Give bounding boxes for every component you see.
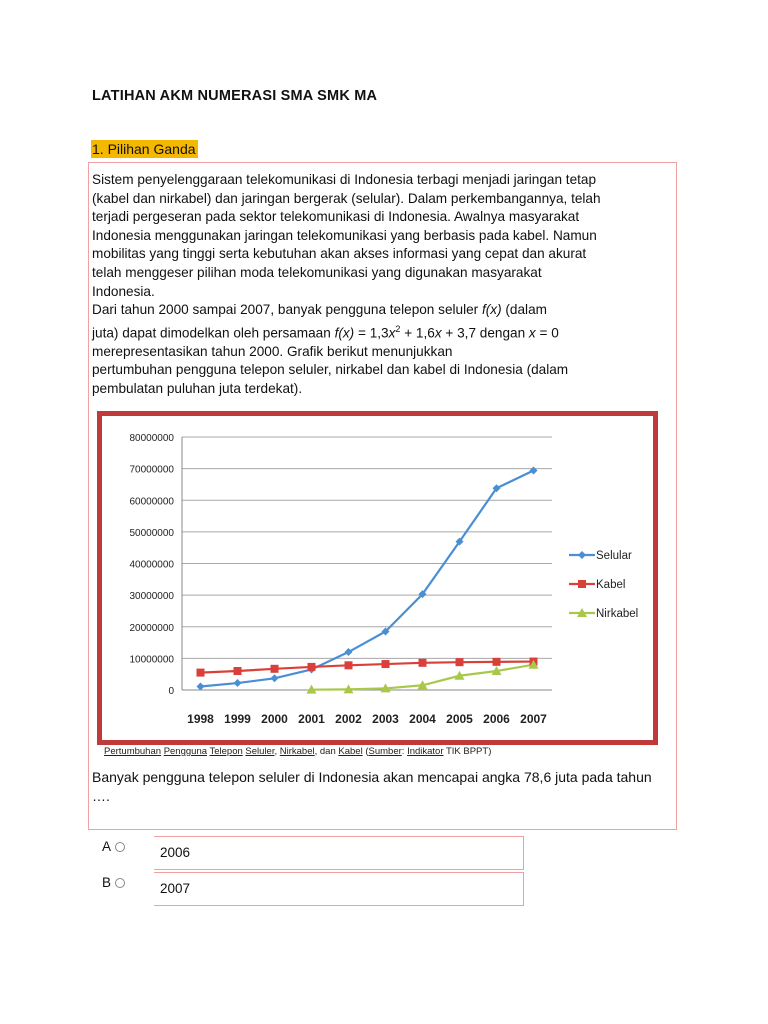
data-point-kabel	[271, 665, 279, 673]
legend-label: Selular	[596, 550, 632, 562]
data-point-kabel	[308, 663, 316, 671]
y-tick-label: 60000000	[129, 496, 174, 508]
x-tick-label: 2002	[335, 712, 362, 726]
option-row-b[interactable]	[88, 872, 524, 908]
x-tick-label: 2003	[372, 712, 399, 726]
series-line-kabel	[201, 662, 534, 673]
series-line-selular	[201, 471, 534, 687]
caption-part: (	[362, 746, 369, 757]
model-line-4: pertumbuhan pengguna telepon seluler, nirkabel dan kabel di Indonesia (dalam	[92, 362, 569, 378]
chart-frame	[97, 411, 658, 745]
option-text: 2007	[160, 881, 191, 896]
caption-part: Seluler	[245, 746, 275, 757]
caption-part: :	[401, 746, 408, 757]
question-text: Banyak pengguna telepon seluler di Indonesia akan mencapai angka 78,6 juta pada tahun ….	[92, 769, 652, 804]
data-point-kabel	[234, 667, 242, 675]
caption-part: Indikator	[407, 746, 444, 757]
passage-line: mobilitas yang tinggi serta kebutuhan akan akses informasi yang cepat dan akurat	[92, 246, 587, 262]
model-line-1: Dari tahun 2000 sampai 2007, banyak pengguna telepon seluler f(x) (dalam	[92, 302, 547, 318]
x-tick-label: 2004	[409, 712, 436, 726]
data-point-kabel	[345, 661, 353, 669]
y-tick-label: 10000000	[129, 654, 174, 666]
passage-line: (kabel dan nirkabel) dan jaringan bergerak (selular). Dalam perkembangannya, telah	[92, 190, 601, 206]
chart-caption	[104, 746, 491, 757]
option-answer-box[interactable]	[154, 836, 524, 870]
radio-button[interactable]	[115, 842, 125, 852]
caption-part: , dan	[314, 746, 339, 757]
passage-line: Indonesia menggunakan jaringan telekomunikasi yang berbasis pada kabel. Namun	[92, 227, 597, 243]
model-line-2: juta) dapat dimodelkan oleh persamaan $f(x) = 1,3x^2 + 1,6x + 3,7$ dengan x = 0	[92, 323, 559, 341]
data-point-selular	[197, 683, 205, 691]
x-tick-label: 1999	[224, 712, 251, 726]
data-point-selular	[234, 679, 242, 687]
y-tick-label: 80000000	[129, 433, 174, 444]
data-point-kabel	[382, 660, 390, 668]
line-chart	[102, 416, 653, 740]
caption-part: Pertumbuhan	[104, 746, 162, 757]
caption-part: TIK BPPT)	[443, 746, 492, 757]
caption-part: Sumber	[368, 746, 402, 757]
legend-label: Kabel	[596, 579, 626, 591]
caption-part: Telepon	[209, 746, 243, 757]
model-line-5: pembulatan puluhan juta terdekat).	[92, 381, 303, 397]
x-tick-label: 2007	[520, 712, 547, 726]
passage-line: telah menggeser pilihan moda telekomunikasi yang digunakan masyarakat	[92, 264, 542, 280]
data-point-selular	[530, 467, 538, 475]
option-letter: B	[102, 875, 112, 890]
y-tick-label: 50000000	[129, 527, 174, 539]
passage	[92, 171, 672, 399]
passage-line: terjadi pergeseran pada sektor telekomunikasi di Indonesia. Awalnya masyarakat	[92, 209, 580, 225]
y-tick-label: 40000000	[129, 559, 174, 571]
data-point-kabel	[197, 669, 205, 677]
data-point-kabel	[578, 580, 586, 588]
document-title: LATIHAN AKM NUMERASI SMA SMK MA	[92, 88, 378, 104]
caption-part: Nirkabel	[279, 746, 315, 757]
passage-line: Sistem penyelenggaraan telekomunikasi di Indonesia terbagi menjadi jaringan tetap	[92, 172, 597, 187]
section-heading: 1. Pilihan Ganda	[92, 141, 196, 157]
passage-paragraph	[92, 171, 672, 301]
caption-part: Pengguna	[163, 746, 208, 757]
y-tick-label: 30000000	[129, 591, 174, 603]
passage-line: Indonesia.	[92, 283, 155, 299]
data-point-kabel	[419, 659, 427, 667]
option-row-a[interactable]	[88, 836, 524, 872]
x-tick-label: 2001	[298, 712, 325, 726]
option-text: 2006	[160, 845, 191, 860]
option-answer-box[interactable]	[154, 872, 524, 906]
x-tick-label: 1998	[187, 712, 214, 726]
legend-label: Nirkabel	[596, 608, 639, 620]
y-tick-label: 0	[168, 686, 174, 697]
y-tick-label: 70000000	[129, 464, 174, 476]
x-tick-label: 2005	[446, 712, 473, 726]
radio-button[interactable]	[115, 878, 125, 888]
y-tick-label: 20000000	[129, 622, 174, 634]
caption-part: ,	[274, 746, 280, 757]
data-point-selular	[271, 674, 279, 682]
data-point-kabel	[456, 658, 464, 666]
model-line-3: merepresentasikan tahun 2000. Grafik berikut menunjukkan	[92, 343, 453, 359]
option-letter: A	[102, 839, 112, 854]
data-point-kabel	[493, 658, 501, 666]
x-tick-label: 2006	[483, 712, 510, 726]
x-tick-label: 2000	[261, 712, 288, 726]
data-point-selular	[578, 551, 586, 559]
caption-part: Kabel	[338, 746, 363, 757]
